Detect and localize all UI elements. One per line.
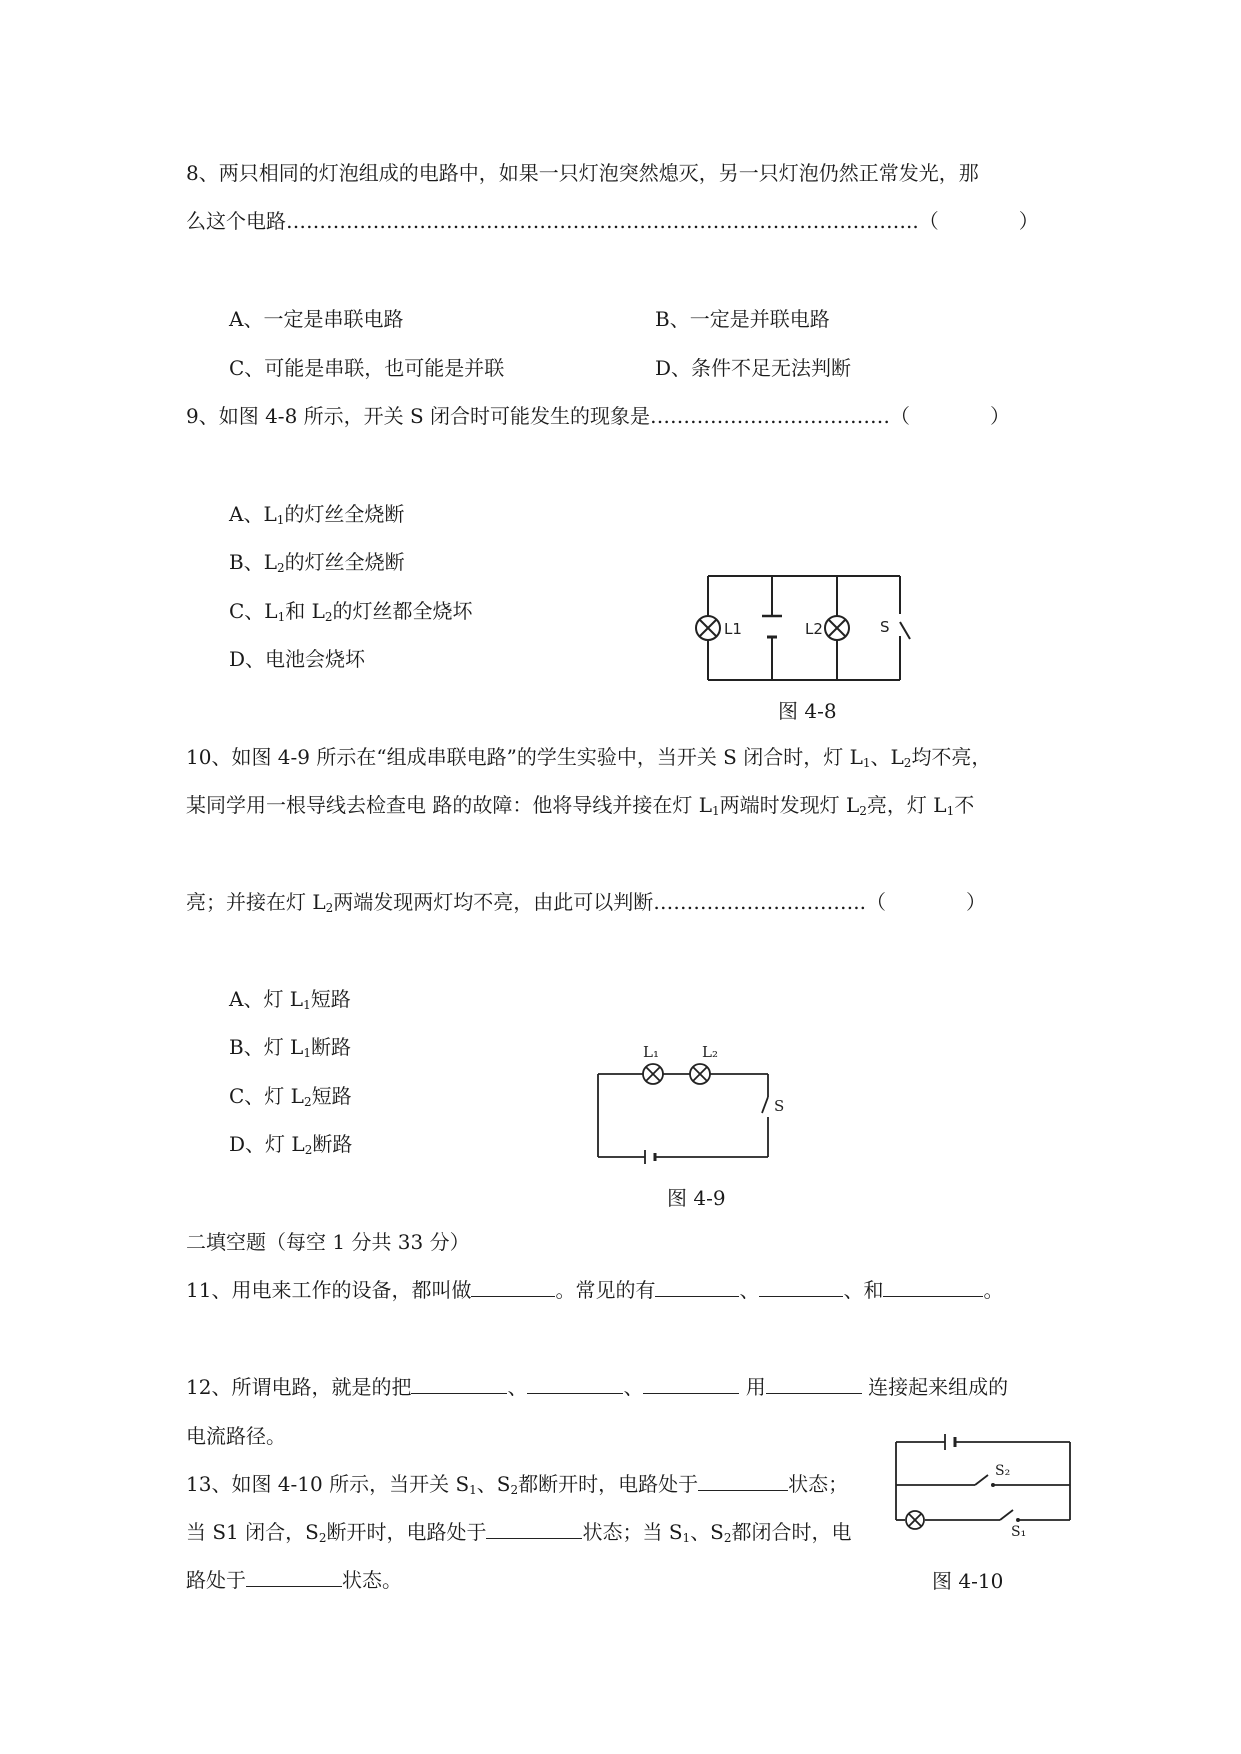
q10-line3: 亮；并接在灯 $L_2$两端发现两灯均不亮，由此可以判断…………………………..（ ） [186, 890, 986, 915]
q8-option-d: D、条件不足无法判断 [655, 356, 852, 380]
q13-line3: 路处于 状态。 [186, 1568, 402, 1592]
q9-option-b: B、$L_2$的灯丝全烧断 [229, 550, 405, 575]
fig48-label-l1: L1 [724, 620, 742, 638]
q12-blank-3[interactable] [643, 1373, 739, 1394]
q8-option-c: C、可能是串联，也可能是并联 [229, 356, 505, 380]
q12-blank-1[interactable] [411, 1373, 507, 1394]
q9-line1: 9、如图 4-8 所示，开关 S 闭合时可能发生的现象是………………………………（ ） [186, 404, 1011, 428]
q8-option-a: A、一定是串联电路 [229, 307, 404, 331]
q10-option-c: C、灯 $L_2$短路 [229, 1084, 352, 1109]
q11-line: 11、用电来工作的设备，都叫做 。常见的有 、 、和 。 [186, 1278, 1004, 1302]
q12-blank-4[interactable] [766, 1373, 862, 1394]
fig48-label-s: S [880, 618, 890, 636]
figure-4-10-circuit [890, 1430, 1080, 1540]
q10-line2: 某同学用一根导线去检查电 路的故障：他将导线并接在灯 $L_1$两端时发现灯 $L_2$亮，灯 $L_1$不 [186, 793, 975, 818]
q9-option-d: D、电池会烧坏 [229, 647, 366, 671]
figure-4-8-caption: 图 4-8 [778, 699, 837, 723]
section2-title: 二填空题（每空 1 分共 33 分） [186, 1230, 470, 1254]
lamp-l2-icon [825, 616, 849, 640]
q10-line1: 10、如图 4-9 所示在“组成串联电路”的学生实验中，当开关 S 闭合时，灯 $L_1$、$L_2$均不亮， [186, 745, 992, 770]
q12-blank-2[interactable] [527, 1373, 623, 1394]
q9-option-a: A、$L_1$的灯丝全烧断 [229, 502, 405, 527]
figure-4-9-circuit [590, 1037, 790, 1167]
q8-option-b: B、一定是并联电路 [655, 307, 830, 331]
q10-option-d: D、灯 $L_2$断路 [229, 1132, 353, 1157]
figure-4-8-circuit [690, 560, 915, 685]
fig49-label-s: S [774, 1097, 785, 1115]
q11-blank-2[interactable] [655, 1276, 739, 1297]
q13-line1: 13、如图 4-10 所示，当开关 $S_1$、$S_2$都断开时，电路处于 状态； [186, 1472, 849, 1497]
q13-blank-1[interactable] [698, 1470, 788, 1491]
q10-option-b: B、灯 $L_1$断路 [229, 1035, 351, 1060]
q13-blank-3[interactable] [246, 1566, 342, 1587]
lamp-l2-icon [690, 1064, 710, 1084]
q11-blank-4[interactable] [883, 1276, 983, 1297]
q13-blank-2[interactable] [486, 1518, 582, 1539]
q9-option-c: C、$L_1$和 $L_2$的灯丝都全烧坏 [229, 599, 473, 624]
fig410-label-s2: S₂ [995, 1463, 1011, 1479]
lamp-l1-icon [696, 616, 720, 640]
q13-line2: 当 S1 闭合，$S_2$断开时，电路处于 状态；当 $S_1$、$S_2$都闭合时，电 [186, 1520, 852, 1545]
fig49-label-l1: L₁ [643, 1043, 659, 1061]
lamp-icon [906, 1511, 924, 1529]
q12-line2: 电流路径。 [186, 1424, 286, 1448]
fig49-label-l2: L₂ [702, 1043, 718, 1061]
fig48-label-l2: L2 [805, 620, 823, 638]
q12-line1: 12、所谓电路，就是的把 、 、 用 连接起来组成的 [186, 1375, 1009, 1399]
figure-4-10-caption: 图 4-10 [932, 1569, 1004, 1593]
fig410-label-s1: S₁ [1011, 1524, 1027, 1540]
q8-line2: 么这个电路…………………………………………………………………………………..（ ） [186, 209, 1039, 233]
lamp-l1-icon [643, 1064, 663, 1084]
q10-option-a: A、灯 $L_1$短路 [229, 987, 351, 1012]
q8-line1: 8、两只相同的灯泡组成的电路中，如果一只灯泡突然熄灭，另一只灯泡仍然正常发光，那 [186, 161, 979, 185]
q11-blank-1[interactable] [471, 1276, 555, 1297]
q11-blank-3[interactable] [759, 1276, 843, 1297]
figure-4-9-caption: 图 4-9 [667, 1186, 726, 1210]
